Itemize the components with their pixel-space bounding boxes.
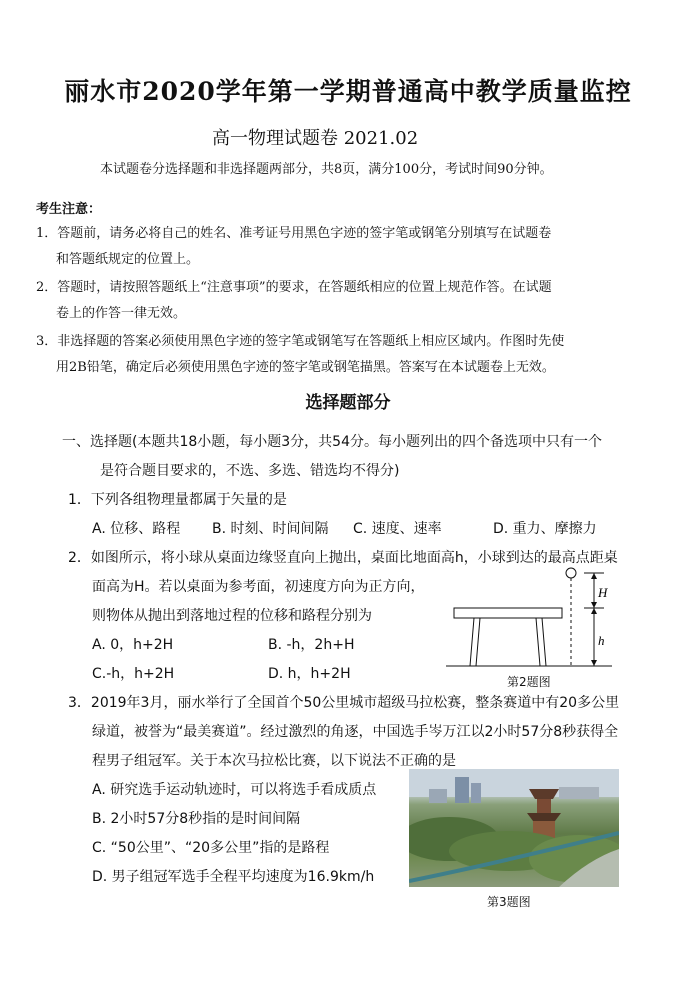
q2-figure (440, 562, 620, 672)
notes-heading: 考生注意： (36, 202, 102, 217)
q2-caption: 第2题图 (507, 675, 551, 689)
q2-line-2: 面高为H。若以桌面为参考面，初速度方向为正方向， (92, 579, 425, 595)
note-1-line-2: 和答题纸规定的位置上。 (56, 252, 200, 267)
note-1-line-1: 1．答题前，请务必将自己的姓名、准考证号用黑色字迹的签字笔或钢笔分别填写在试题卷 (36, 226, 552, 241)
q3-caption: 第3题图 (487, 895, 531, 909)
q2-option-d: D. h，h+2H (268, 666, 351, 682)
section-intro-line-2: 是符合题目要求的，不选、多选、错选均不得分) (100, 463, 400, 479)
q2-line-1: 2．如图所示，将小球从桌面边缘竖直向上抛出，桌面比地面高h，小球到达的最高点距桌 (68, 550, 618, 566)
exam-intro: 本试题卷分选择题和非选择题两部分，共8页，满分100分，考试时间90分钟。 (100, 162, 553, 177)
q2-option-c: C.-h，h+2H (92, 666, 175, 682)
note-2-line-1: 2．答题时，请按照答题纸上“注意事项”的要求，在答题纸相应的位置上规范作答。在试题 (36, 280, 552, 295)
q1-option-d: D. 重力、摩擦力 (493, 521, 597, 537)
ball (566, 568, 576, 578)
note-2-line-2: 卷上的作答一律无效。 (56, 306, 187, 321)
note-3-line-1: 3．非选择题的答案必须使用黑色字迹的签字笔或钢笔写在答题纸上相应区域内。作图时先使 (36, 334, 565, 349)
note-3-line-2: 用2B铅笔，确定后必须使用黑色字迹的签字笔或钢笔描黑。答案写在本试题卷上无效。 (56, 360, 555, 375)
q2-option-a: A. 0，h+2H (92, 637, 174, 653)
q3-option-d: D. 男子组冠军选手全程平均速度为16.9km/h (92, 869, 375, 885)
q1-option-a: A. 位移、路程 (92, 521, 181, 537)
q3-option-a: A. 研究选手运动轨迹时，可以将选手看成质点 (92, 782, 377, 798)
table-top (454, 608, 562, 618)
label-H: H (598, 585, 608, 600)
table-leg-left-inner (476, 618, 480, 666)
label-h: h (598, 633, 605, 648)
q1-option-c: C. 速度、速率 (353, 521, 442, 537)
marathon-city-photo (409, 769, 619, 887)
q2-line-3: 则物体从抛出到落地过程的位移和路程分别为 (92, 608, 372, 624)
q2-option-b: B. -h，2h+H (268, 637, 355, 653)
q3-line-2: 绿道，被誉为“最美赛道”。经过激烈的角逐，中国选手岑万江以2小时57分8秒获得全 (92, 724, 619, 740)
q3-option-b: B. 2小时57分8秒指的是时间间隔 (92, 811, 301, 827)
q3-option-c: C. “50公里”、“20多公里”指的是路程 (92, 840, 330, 856)
table-leg-right (536, 618, 540, 666)
q1-option-b: B. 时刻、时间间隔 (212, 521, 329, 537)
table-leg-right-inner (542, 618, 546, 666)
table-leg-left (470, 618, 474, 666)
section-title: 选择题部分 (305, 393, 391, 413)
q1-stem: 1．下列各组物理量都属于矢量的是 (68, 492, 287, 508)
q3-line-1: 3．2019年3月，丽水举行了全国首个50公里城市超级马拉松赛，整条赛道中有20多公里 (68, 695, 620, 711)
section-intro-line-1: 一、选择题(本题共18小题，每小题3分，共54分。每小题列出的四个备选项中只有一个 (62, 434, 602, 450)
q3-line-3: 程男子组冠军。关于本次马拉松比赛，以下说法不正确的是 (92, 753, 456, 769)
exam-subtitle: 高一物理试题卷 2021.02 (212, 128, 419, 149)
exam-title: 丽水市2020学年第一学期普通高中教学质量监控 (64, 77, 632, 106)
